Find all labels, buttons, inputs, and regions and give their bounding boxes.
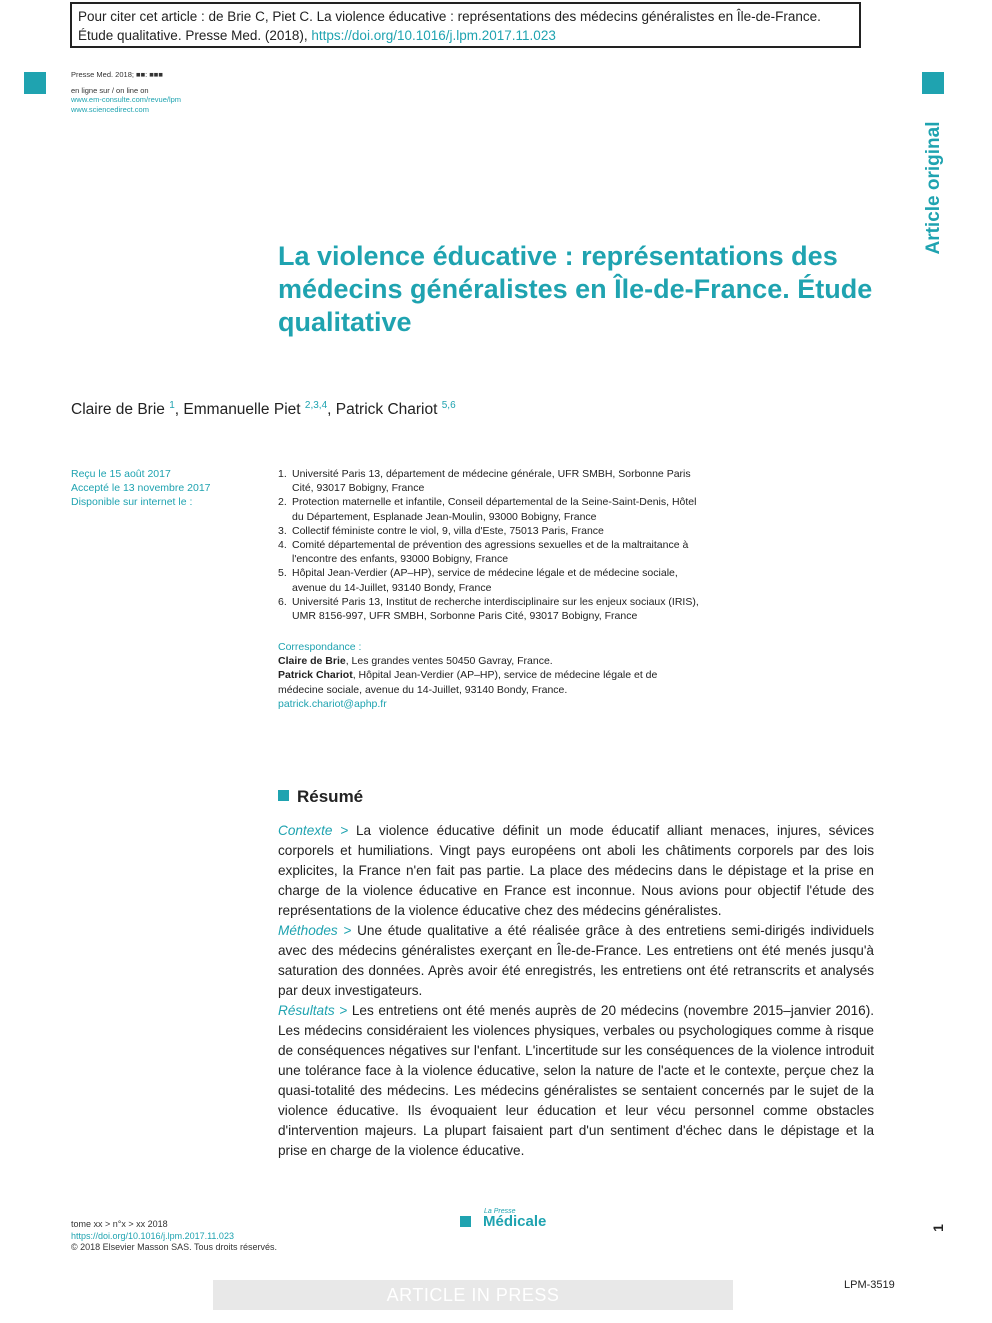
- abstract-paragraph: Résultats > Les entretiens ont été menés auprès de 20 médecins (novembre 2015–janvier 2016). Les médecins considéraient les violences physiques, verbales ou psychologiques comme à risque de conséquences négatives sur l'enfant. L'incertitude sur les conséquences de la violence introduit une tolérance face à la violence éducative, selon la nature de l'acte et le contexte, perçue chez la quasi-totalité des médecins. Les médecins généralistes se sentaient concernés par le sujet de la violence éducative. Ils évoquaient leur éducation et leur vécu personnel comme obstacles d'intervention majeurs. La plupart faisaient part d'un sentiment d'échec dans le dépistage et la prise en charge de la violence éducative.: [278, 1003, 874, 1158]
- article-dates: [71, 467, 211, 509]
- section-bullet-icon: [278, 790, 289, 801]
- author-list: Claire de Brie $^1$, Emmanuelle Piet $^{2,3,4}$, Patrick Chariot $^{5,6}$: [71, 400, 456, 419]
- footer-copyright: © 2018 Elsevier Masson SAS. Tous droits réservés.: [71, 1242, 278, 1252]
- affiliation-item: 5. Hôpital Jean-Verdier (AP–HP), service de médecine légale et de médecine sociale, avenue du 14-Juillet, 93140 Bondy, France: [278, 567, 678, 594]
- received-date: Reçu le 15 août 2017: [71, 468, 171, 480]
- page-number: 1: [930, 1224, 946, 1232]
- affiliation-list: [278, 467, 708, 623]
- author-name: Patrick Chariot: [335, 401, 438, 419]
- affiliation-item: 6. Université Paris 13, Institut de recherche interdisciplinaire sur les enjeux sociaux (IRIS), UMR 8156-997, UFR SMBH, Sorbonne Paris Cité, 93017 Bobigny, France: [278, 595, 699, 623]
- correspondence-entry: Claire de Brie, Les grandes ventes 50450 Gavray, France.: [278, 655, 553, 668]
- author-name: Emmanuelle Piet: [183, 401, 301, 419]
- citation-box: [70, 2, 861, 48]
- article-title: La violence éducative : représentations des médecins généralistes en Île-de-France. Étude qualitative: [278, 241, 873, 337]
- online-date: Disponible sur internet le :: [71, 496, 193, 508]
- teal-square-marker: [922, 72, 944, 94]
- logo-small-text: La Presse: [484, 1208, 516, 1215]
- affiliation-item: 4. Comité départemental de prévention des agressions sexuelles et de la maltraitance à l'encontre des enfants, 93000 Bobigny, France: [278, 539, 689, 566]
- footer-doi-link[interactable]: https://doi.org/10.1016/j.lpm.2017.11.023: [71, 1230, 234, 1241]
- journal-issue: Presse Med. 2018; ■■: ■■■: [71, 70, 163, 79]
- sciencedirect-link[interactable]: www.sciencedirect.com: [71, 104, 149, 114]
- journal-meta: [71, 70, 181, 114]
- author-affiliation-ref[interactable]: 5,6: [441, 400, 456, 411]
- author-affiliation-ref[interactable]: 1: [169, 400, 175, 411]
- footer-info: [71, 1219, 277, 1254]
- online-label: en ligne sur / on line on: [71, 85, 149, 95]
- correspondence-block: [278, 640, 698, 711]
- citation-doi-link[interactable]: https://doi.org/10.1016/j.lpm.2017.11.023: [311, 28, 556, 43]
- abstract-body: [278, 821, 874, 1161]
- affiliation-item: 2. Protection maternelle et infantile, Conseil départemental de la Seine-Saint-Denis, Hôtel du Département, Esplanade Jean-Moulin, 93000 Bobigny, France: [278, 496, 697, 523]
- footer-issue: tome xx > n°x > xx 2018: [71, 1219, 168, 1229]
- resume-heading: Résumé: [278, 787, 363, 807]
- article-ref-code: LPM-3519: [844, 1279, 895, 1291]
- correspondence-entry: Patrick Chariot, Hôpital Jean-Verdier (AP–HP), service de médecine légale et de médecine sociale, avenue du 14-Juillet, 93140 Bondy, France.: [278, 669, 658, 696]
- section-label: Article original: [923, 121, 944, 255]
- abstract-paragraph: Contexte > La violence éducative définit un mode éducatif alliant menaces, injures, sévices corporels et humiliations. Vingt pays européens ont aboli les châtiments corporels par des lois explicites, la France n'en fait pas partie. La place des médecins dans le dépistage et la prise en charge de la violence éducative en France est inconnue. Nous avions pour objectif l'étude des représentations de la violence éducative chez des médecins généralistes.: [278, 823, 875, 918]
- em-consulte-link[interactable]: www.em-consulte.com/revue/lpm: [71, 95, 182, 104]
- author-name: Claire de Brie: [71, 401, 165, 419]
- accepted-date: Accepté le 13 novembre 2017: [71, 482, 211, 494]
- correspondence-email-link[interactable]: patrick.chariot@aphp.fr: [278, 697, 387, 710]
- affiliation-item: 1. Université Paris 13, département de médecine générale, UFR SMBH, Sorbonne Paris Cité, 93017 Bobigny, France: [278, 468, 691, 495]
- logo-main-text: Médicale: [483, 1213, 547, 1230]
- article-in-press-banner: ARTICLE IN PRESS: [213, 1280, 733, 1310]
- citation-text: Pour citer cet article : de Brie C, Piet C. La violence éducative : représentations des médecins généralistes en Île-de-France. Étude qualitative. Presse Med. (2018),: [78, 9, 821, 43]
- affiliation-item: 3. Collectif féministe contre le viol, 9, villa d'Este, 75013 Paris, France: [278, 524, 604, 537]
- abstract-paragraph: Méthodes > Une étude qualitative a été réalisée grâce à des entretiens semi-dirigés individuels avec des médecins généralistes exerçant en Île-de-France. Les entretiens ont été menés jusqu'à saturation des données. Après avoir été enregistrés, les entretiens ont été retranscrits et analysés par deux investigateurs.: [278, 923, 875, 998]
- correspondence-heading: Correspondance :: [278, 641, 362, 653]
- teal-square-marker: [24, 72, 46, 94]
- logo-square-icon: [460, 1216, 471, 1227]
- author-affiliation-ref[interactable]: 2,3,4: [304, 400, 328, 411]
